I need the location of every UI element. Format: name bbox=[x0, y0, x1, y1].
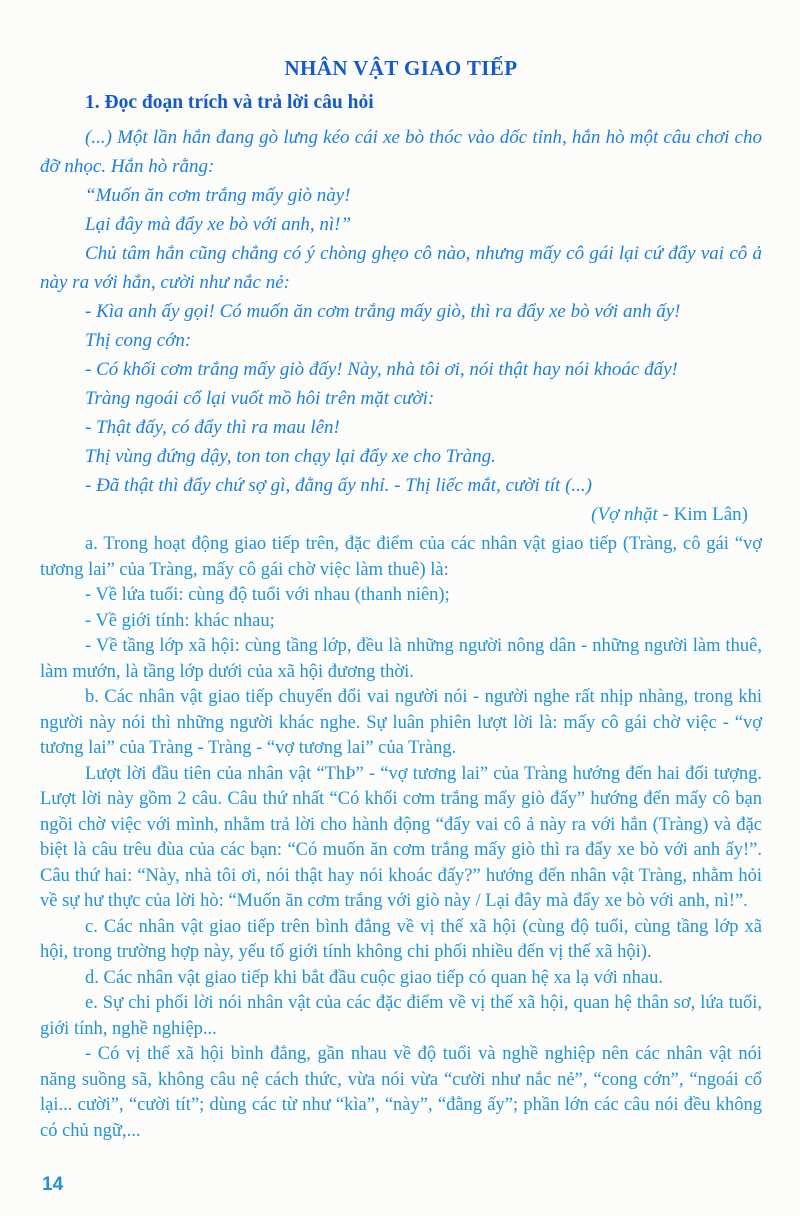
excerpt-narration-4: Thị vùng đứng dậy, ton ton chạy lại đẩy xe cho Tràng. bbox=[85, 446, 496, 467]
answer-b: b. Các nhân vật giao tiếp chuyển đổi vai người nói - người nghe rất nhịp nhàng, trong khi người này nói thì những người khác nghe. Sự luân phiên lượt lời là: mấy cô gái chờ việc - “vợ tương lai” của Tràng - Tràng - “vợ tương lai” của Tràng. bbox=[40, 687, 762, 758]
page-number: 14 bbox=[42, 1174, 64, 1195]
excerpt-narration-3: Tràng ngoái cổ lại vuốt mồ hôi trên mặt cười: bbox=[85, 388, 435, 409]
dialogue-line-2: - Có khối cơm trắng mấy giò đấy! Này, nhà tôi ơi, nói thật hay nói khoác đấy! bbox=[85, 359, 678, 380]
answer-e: e. Sự chi phối lời nói nhân vật của các đặc điểm về vị thế xã hội, quan hệ thân sơ, lứa tuổi, giới tính, nghề nghiệp... bbox=[40, 993, 762, 1039]
dialogue-line-4: - Đã thật thì đẩy chứ sợ gì, đằng ấy nhỉ. - Thị liếc mắt, cười tít (...) bbox=[85, 475, 592, 496]
excerpt-narration-1: Chủ tâm hắn cũng chẳng có ý chòng ghẹo cô nào, nhưng mấy cô gái lại cứ đẩy vai cô ả này ra với hắn, cười như nắc nẻ: bbox=[40, 243, 762, 293]
excerpt-attribution bbox=[40, 500, 762, 530]
answer-a-class: - Về tầng lớp xã hội: cùng tầng lớp, đều là những người nông dân - những người làm thuê, làm mướn, là tầng lớp dưới của xã hội đương thời. bbox=[40, 636, 762, 682]
dialogue-line-3: - Thật đấy, có đẩy thì ra mau lên! bbox=[85, 417, 340, 438]
exercise-heading: 1. Đọc đoạn trích và trả lời câu hỏi bbox=[85, 92, 374, 113]
answer-section bbox=[40, 532, 762, 1144]
author-name: - Kim Lân) bbox=[657, 504, 748, 525]
answer-a-age: - Về lứa tuổi: cùng độ tuổi với nhau (thanh niên); bbox=[85, 585, 450, 605]
answer-b-turn-detail: Lượt lời đầu tiên của nhân vật “ThÞ” - “vợ tương lai” của Tràng hướng đến hai đối tượng. Lượt lời này gồm 2 câu. Câu thứ nhất “Có khối cơm trắng mấy giò đấy” hướng đến mấy cô bạn ngồi chờ việc với mình, nhằm trả lời cho hành động “đẩy vai cô ả này ra với hắn (Tràng) và đặc biệt là câu trêu đùa của các bạn: “Có muốn ăn cơm trắng mấy giò thì ra đẩy xe bò với anh ấy!”. Câu thứ hai: “Này, nhà tôi ơi, nói thật hay nói khoác đấy?” hướng đến nhân vật Tràng, nhằm hỏi về sự hư thực của lời hò: “Muốn ăn cơm trắng với giò này / Lại đây mà đẩy xe bò với anh, nì!”. bbox=[40, 763, 762, 911]
answer-d: d. Các nhân vật giao tiếp khi bắt đầu cuộc giao tiếp có quan hệ xa lạ với nhau. bbox=[85, 967, 663, 988]
work-title: (Vợ nhặt bbox=[591, 504, 658, 525]
answer-c: c. Các nhân vật giao tiếp trên bình đẳng về vị thế xã hội (cùng độ tuổi, cùng tầng lớp xã hội, trong trường hợp này, yếu tố giới tính không chi phối nhiều đến vị thế xã hội). bbox=[40, 916, 762, 962]
dialogue-line-1: - Kìa anh ấy gọi! Có muốn ăn cơm trắng mấy giò, thì ra đẩy xe bò với anh ấy! bbox=[85, 301, 681, 322]
verse-line-1: “Muốn ăn cơm trắng mấy giò này! bbox=[85, 185, 351, 206]
literary-excerpt bbox=[40, 123, 762, 500]
verse-line-2: Lại đây mà đẩy xe bò với anh, nì!” bbox=[85, 214, 352, 235]
answer-a-gender: - Về giới tính: khác nhau; bbox=[85, 610, 275, 631]
answer-e-detail: - Có vị thế xã hội bình đẳng, gần nhau về độ tuổi và nghề nghiệp nên các nhân vật nói năng suồng sã, không câu nệ cách thức, vừa nói vừa “cười như nắc nẻ”, “cong cớn”, “ngoái cổ lại... cười”, “cười tít”; dùng các từ như “kìa”, “này”, “đằng ấy”; phần lớn các câu nói đều không có chủ ngữ,... bbox=[40, 1044, 762, 1141]
excerpt-intro: (...) Một lần hắn đang gò lưng kéo cái xe bò thóc vào dốc tỉnh, hắn hò một câu chơi cho đỡ nhọc. Hắn hò rằng: bbox=[40, 127, 762, 177]
answer-a: a. Trong hoạt động giao tiếp trên, đặc điểm của các nhân vật giao tiếp (Tràng, cô gái “vợ tương lai” của Tràng, mấy cô gái chờ việc làm thuê) là: bbox=[40, 534, 762, 580]
page-title: NHÂN VẬT GIAO TIẾP bbox=[284, 56, 518, 80]
excerpt-narration-2: Thị cong cớn: bbox=[85, 330, 192, 351]
